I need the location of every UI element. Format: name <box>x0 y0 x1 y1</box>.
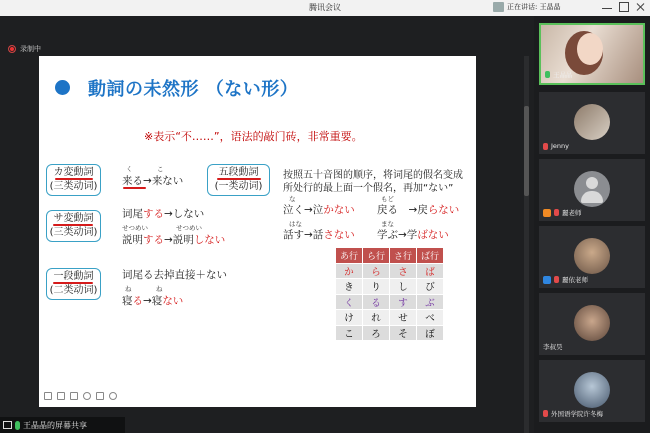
kahen-kuru: 来る <box>122 175 143 187</box>
kana-header-ra: ら行 <box>363 248 390 264</box>
slide-title: 動詞の未然形 （ない形） <box>88 79 299 100</box>
highlighter-icon[interactable] <box>57 392 65 400</box>
table-cell: る <box>363 294 390 310</box>
participant-tile[interactable] <box>539 23 645 85</box>
sahen-ex-a: 説明 <box>122 234 143 246</box>
ichidan-box <box>46 268 101 300</box>
ichidan-box-sub: (二类动词) <box>49 285 98 296</box>
title-bar <box>0 0 650 16</box>
participant-avatar <box>574 372 610 408</box>
participant-avatar <box>574 238 610 274</box>
record-dot-icon <box>8 45 16 53</box>
sahen-example <box>122 232 225 247</box>
default-avatar-icon <box>574 171 610 207</box>
table-cell: さ <box>390 263 417 279</box>
kahen-arrow: → <box>143 175 152 187</box>
kana-table <box>335 247 444 341</box>
kana-header-sa: さ行 <box>390 248 417 264</box>
screen-icon <box>3 421 12 429</box>
participant-name: Jenny <box>551 142 570 150</box>
mic-muted-icon <box>554 276 559 283</box>
window-controls <box>602 2 646 12</box>
table-cell: け <box>336 310 363 326</box>
godan-ex2-ruby: もど <box>381 195 394 203</box>
ichidan-ruby-1: ね <box>125 285 132 293</box>
godan-ex1-ruby: な <box>289 195 296 203</box>
maximize-icon[interactable] <box>619 2 629 12</box>
participant-tile[interactable] <box>539 226 645 288</box>
screen-share-label <box>0 417 125 433</box>
table-cell: す <box>390 294 417 310</box>
table-row <box>336 310 444 326</box>
participants-panel <box>534 16 650 433</box>
godan-example-1 <box>283 202 355 217</box>
kahen-ruby-ku: く <box>126 165 133 173</box>
minimize-icon[interactable] <box>602 2 612 9</box>
main-scrollbar[interactable] <box>524 56 529 433</box>
participant-label <box>543 342 563 351</box>
kahen-ruby-ko: こ <box>157 165 164 173</box>
recording-label: 录制中 <box>20 45 41 53</box>
shared-screen-area <box>0 16 534 433</box>
kahen-example <box>122 173 183 188</box>
table-cell: り <box>363 279 390 295</box>
godan-ex4-a: 学ぶ→学 <box>377 229 418 241</box>
kana-table-header <box>336 248 444 264</box>
kahen-example-underline <box>123 187 146 189</box>
sahen-box-sub: (三类动词) <box>49 227 98 238</box>
kana-header-ba: ば行 <box>417 248 444 264</box>
close-icon[interactable] <box>636 2 646 12</box>
pen-icon[interactable] <box>44 392 52 400</box>
shape-icon[interactable] <box>83 392 91 400</box>
participant-name: 李叔昊 <box>543 343 563 351</box>
participant-face <box>577 33 603 65</box>
table-cell: そ <box>390 325 417 341</box>
speaking-label: 正在讲话: 王晶晶 <box>507 3 561 11</box>
table-row <box>336 294 444 310</box>
table-cell: ば <box>417 263 444 279</box>
sahen-ex-c: →説明 <box>164 234 194 246</box>
more-icon[interactable] <box>109 392 117 400</box>
participant-avatar <box>574 305 610 341</box>
host-badge-icon <box>543 209 551 217</box>
participant-tile[interactable] <box>539 293 645 355</box>
sahen-box <box>46 210 101 242</box>
sahen-rule <box>122 206 204 221</box>
participant-name: 外国语学院许冬梅 <box>551 410 603 418</box>
table-row <box>336 279 444 295</box>
slide-note: ※表示“不……”，语法的敲门砖，非常重要。 <box>144 130 363 143</box>
ichidan-underline <box>53 282 93 284</box>
sahen-ex-b: する <box>143 234 164 246</box>
participant-name: 王晶晶 <box>553 71 573 79</box>
mic-muted-icon <box>543 410 548 417</box>
speaker-avatar-icon <box>493 2 504 12</box>
text-icon[interactable] <box>96 392 104 400</box>
participant-label <box>543 275 588 284</box>
table-cell: ろ <box>363 325 390 341</box>
kahen-konai: 来ない <box>151 175 184 187</box>
mic-muted-icon <box>543 143 548 150</box>
table-cell: れ <box>363 310 390 326</box>
title-bullet-icon <box>55 80 70 95</box>
table-cell: か <box>336 263 363 279</box>
sahen-box-title: サ変動詞 <box>53 213 94 224</box>
kana-header-a: あ行 <box>336 248 363 264</box>
mic-on-icon <box>545 71 550 78</box>
godan-ex1-b: かない <box>323 204 355 216</box>
sahen-ruby-2: せつめい <box>176 224 202 232</box>
godan-ex3-b: さない <box>323 229 355 241</box>
table-cell: ぶ <box>417 294 444 310</box>
recording-indicator <box>8 44 41 54</box>
kahen-box-title: カ変動詞 <box>53 167 94 178</box>
scrollbar-thumb[interactable] <box>524 106 529 196</box>
mic-icon <box>15 421 20 430</box>
sahen-underline <box>53 224 93 226</box>
slide-toolbar <box>44 392 117 400</box>
table-cell: し <box>390 279 417 295</box>
table-cell: こ <box>336 325 363 341</box>
godan-ex4-ruby: まな <box>381 220 394 228</box>
participant-label <box>543 409 603 418</box>
godan-ex2-b: らない <box>427 204 460 216</box>
godan-desc-1: 按照五十音图的顺序，将词尾的假名变成 <box>283 170 463 181</box>
participant-name: 麗老师 <box>562 209 582 217</box>
ichidan-box-title: 一段動詞 <box>53 271 94 282</box>
sahen-rule-a: 词尾 <box>122 208 143 220</box>
godan-box-title: 五段動詞 <box>218 167 259 178</box>
table-cell: び <box>417 279 444 295</box>
table-row <box>336 325 444 341</box>
speaking-indicator <box>493 2 561 12</box>
kahen-box-sub: (三类动词) <box>49 181 98 192</box>
sahen-rule-c: →しない <box>164 208 205 220</box>
godan-example-2 <box>377 202 459 217</box>
cohost-badge-icon <box>543 276 551 284</box>
godan-box-sub: (一类动词) <box>214 181 263 192</box>
kahen-underline <box>55 178 93 180</box>
participant-tile[interactable] <box>539 92 645 154</box>
participant-label <box>543 142 569 150</box>
ichidan-example <box>122 293 183 308</box>
ichidan-ex-b: る <box>132 295 143 307</box>
godan-desc-2: 所处行的最上面一个假名，再加“ない” <box>283 183 454 194</box>
ichidan-ex-c: →寝 <box>143 295 163 307</box>
table-cell: せ <box>390 310 417 326</box>
godan-ex2-a: 戻る →戻 <box>377 204 428 216</box>
table-cell: き <box>336 279 363 295</box>
share-label: 王晶晶的屏幕共享 <box>23 420 87 430</box>
table-cell: く <box>336 294 363 310</box>
godan-box <box>207 164 270 196</box>
table-row <box>336 263 444 279</box>
kahen-box <box>46 164 101 196</box>
godan-ex4-b: ばない <box>417 229 449 241</box>
ichidan-ex-d: ない <box>162 295 184 307</box>
participant-name: 麗依老师 <box>562 276 588 284</box>
godan-ex3-ruby: はな <box>289 220 302 228</box>
table-cell: べ <box>417 310 444 326</box>
ichidan-ruby-2: ね <box>156 285 163 293</box>
participant-avatar <box>574 104 610 140</box>
presentation-slide <box>39 56 476 407</box>
participant-label <box>545 70 573 79</box>
sahen-rule-b: する <box>143 208 164 220</box>
godan-example-3 <box>283 227 355 242</box>
ichidan-rule: 词尾る去掉直接＋ない <box>122 269 227 281</box>
table-cell: ぼ <box>417 325 444 341</box>
participant-label <box>543 208 582 217</box>
godan-ex1-a: 泣く→泣 <box>283 204 324 216</box>
godan-underline <box>217 178 261 180</box>
godan-ex3-a: 話す→話 <box>283 229 324 241</box>
godan-example-4 <box>377 227 449 242</box>
participant-tile[interactable] <box>539 159 645 221</box>
eraser-icon[interactable] <box>70 392 78 400</box>
ichidan-ex-a: 寝 <box>122 295 133 307</box>
sahen-ex-d: しない <box>193 234 226 246</box>
participant-tile[interactable] <box>539 360 645 422</box>
app-title: 腾讯会议 <box>309 3 341 12</box>
mic-muted-icon <box>554 209 559 216</box>
table-cell: ら <box>363 263 390 279</box>
sahen-ruby-1: せつめい <box>122 224 148 232</box>
